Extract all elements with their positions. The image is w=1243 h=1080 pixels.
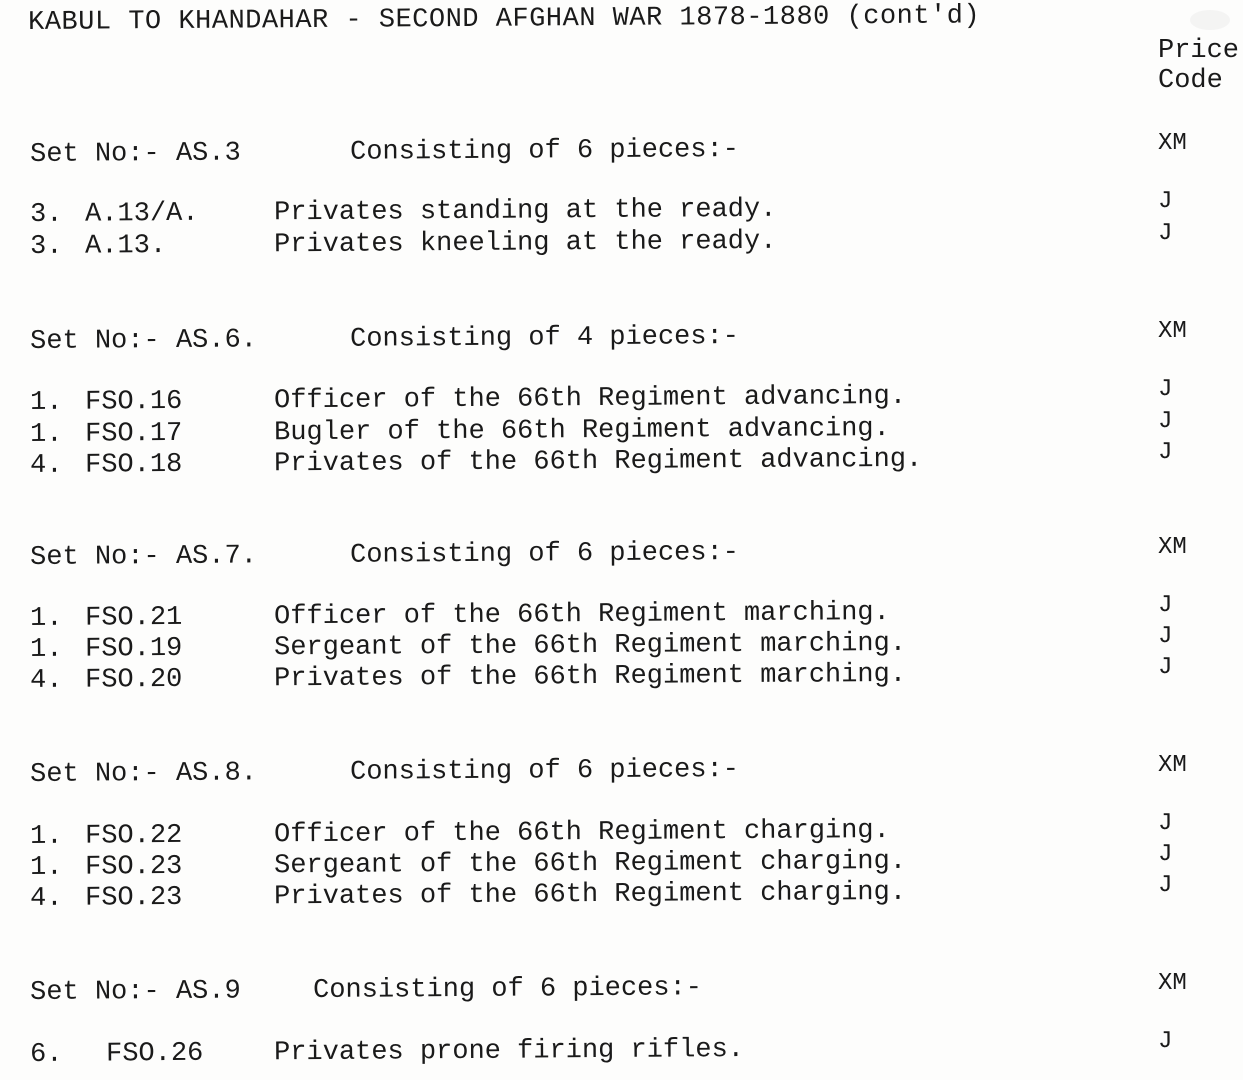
item-catalogue-number: FSO.23 bbox=[84, 851, 183, 883]
set-price-code: XM bbox=[1158, 534, 1187, 561]
price-code-header bbox=[1158, 36, 1239, 96]
item-quantity: 1. bbox=[30, 852, 63, 883]
item-price-code: J bbox=[1157, 220, 1173, 248]
item-quantity: 1. bbox=[30, 634, 63, 665]
list-item bbox=[30, 1028, 1173, 1070]
set-price-code: XM bbox=[1158, 318, 1187, 345]
list-item bbox=[30, 841, 1173, 883]
set-heading bbox=[30, 538, 740, 573]
item-catalogue-number: FSO.21 bbox=[84, 602, 183, 634]
item-price-code: J bbox=[1157, 188, 1173, 216]
set-consisting: Consisting of 4 pieces:- bbox=[349, 322, 740, 355]
item-quantity: 6. bbox=[30, 1039, 63, 1070]
item-quantity: 1. bbox=[30, 387, 63, 418]
item-description: Sergeant of the 66th Regiment charging. bbox=[273, 846, 907, 882]
set-number: Set No:- AS.7. bbox=[30, 541, 258, 573]
item-quantity: 4. bbox=[30, 883, 63, 914]
item-catalogue-number: FSO.20 bbox=[84, 664, 183, 696]
list-item bbox=[30, 408, 1173, 450]
list-item bbox=[30, 654, 1173, 696]
item-price-code: J bbox=[1157, 408, 1173, 436]
item-price-code: J bbox=[1157, 872, 1173, 900]
item-quantity: 1. bbox=[30, 821, 63, 852]
item-quantity: 3. bbox=[30, 199, 63, 230]
set-heading bbox=[30, 322, 740, 357]
set-heading bbox=[30, 135, 740, 170]
item-catalogue-number: FSO.23 bbox=[84, 882, 183, 914]
list-item bbox=[30, 592, 1173, 634]
item-description: Privates of the 66th Regiment charging. bbox=[273, 877, 907, 913]
set-number: Set No:- AS.6. bbox=[30, 325, 258, 357]
item-description: Officer of the 66th Regiment advancing. bbox=[273, 381, 907, 417]
list-item bbox=[30, 623, 1173, 665]
item-quantity: 1. bbox=[30, 603, 63, 634]
set-price-code: XM bbox=[1158, 130, 1187, 157]
set-heading bbox=[30, 755, 740, 790]
page-title: KABUL TO KHANDAHAR - SECOND AFGHAN WAR 1878-1880 (cont'd) bbox=[28, 1, 981, 38]
set-number: Set No:- AS.9 bbox=[30, 976, 241, 1008]
item-price-code: J bbox=[1157, 439, 1173, 467]
list-item bbox=[30, 872, 1173, 914]
list-item bbox=[30, 810, 1173, 852]
item-catalogue-number: FSO.22 bbox=[84, 820, 183, 852]
item-catalogue-number: A.13. bbox=[84, 231, 167, 262]
item-catalogue-number: A.13/A. bbox=[84, 198, 199, 230]
list-item bbox=[30, 220, 1173, 262]
item-catalogue-number: FSO.17 bbox=[84, 418, 183, 450]
item-price-code: J bbox=[1157, 592, 1173, 620]
item-price-code: J bbox=[1157, 810, 1173, 838]
item-catalogue-number: FSO.19 bbox=[84, 633, 183, 665]
item-catalogue-number: FSO.26 bbox=[105, 1038, 204, 1070]
set-consisting: Consisting of 6 pieces:- bbox=[349, 755, 740, 788]
item-description: Officer of the 66th Regiment charging. bbox=[273, 815, 890, 851]
item-description: Bugler of the 66th Regiment advancing. bbox=[273, 413, 890, 449]
set-price-code: XM bbox=[1158, 970, 1187, 997]
set-price-code: XM bbox=[1158, 752, 1187, 779]
item-description: Privates standing at the ready. bbox=[273, 194, 777, 229]
item-description: Privates prone firing rifles. bbox=[273, 1035, 745, 1069]
item-price-code: J bbox=[1157, 1028, 1173, 1056]
scan-smudge bbox=[1190, 10, 1230, 30]
set-consisting: Consisting of 6 pieces:- bbox=[312, 973, 703, 1007]
set-consisting: Consisting of 6 pieces:- bbox=[349, 135, 740, 168]
list-item bbox=[30, 439, 1173, 481]
item-price-code: J bbox=[1157, 376, 1173, 404]
list-item bbox=[30, 188, 1173, 230]
item-price-code: J bbox=[1157, 623, 1173, 651]
item-description: Privates kneeling at the ready. bbox=[273, 226, 777, 261]
price-header-line-2: Code bbox=[1158, 66, 1223, 96]
item-description: Officer of the 66th Regiment marching. bbox=[273, 597, 890, 633]
list-item bbox=[30, 376, 1173, 418]
item-description: Privates of the 66th Regiment marching. bbox=[273, 659, 907, 695]
set-consisting: Consisting of 6 pieces:- bbox=[349, 538, 740, 571]
price-header-line-1: Price bbox=[1158, 36, 1240, 66]
item-quantity: 4. bbox=[30, 450, 63, 481]
set-number: Set No:- AS.8. bbox=[30, 758, 258, 790]
item-description: Sergeant of the 66th Regiment marching. bbox=[273, 628, 907, 664]
item-quantity: 1. bbox=[30, 419, 63, 450]
item-price-code: J bbox=[1157, 841, 1173, 869]
item-quantity: 3. bbox=[30, 231, 63, 262]
item-quantity: 4. bbox=[30, 665, 63, 696]
item-description: Privates of the 66th Regiment advancing. bbox=[273, 444, 923, 480]
item-price-code: J bbox=[1157, 654, 1173, 682]
item-catalogue-number: FSO.18 bbox=[84, 449, 183, 481]
set-heading bbox=[30, 973, 703, 1008]
set-number: Set No:- AS.3 bbox=[30, 138, 241, 170]
item-catalogue-number: FSO.16 bbox=[84, 386, 183, 418]
